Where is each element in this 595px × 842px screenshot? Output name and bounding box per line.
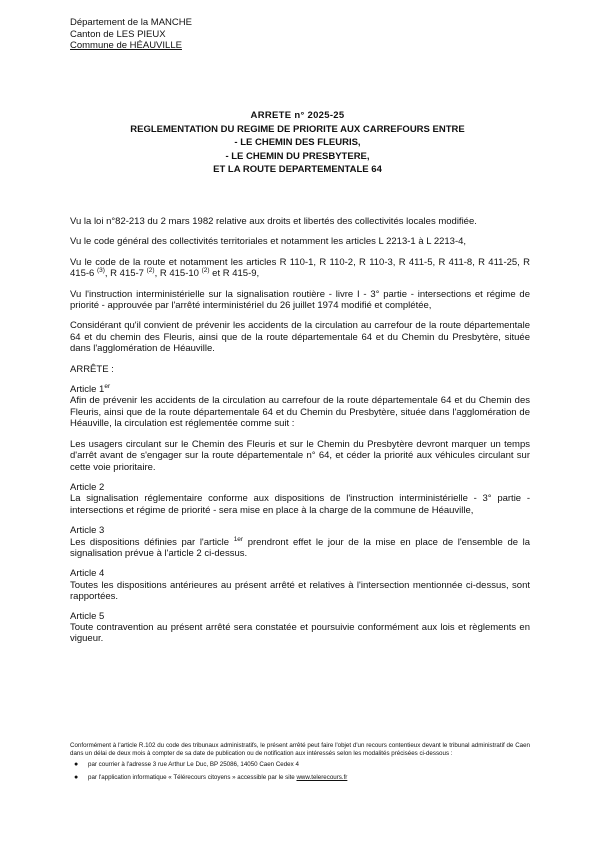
list-item	[74, 761, 530, 769]
considerant: Considérant qu'il convient de prévenir les accidents de la circulation au carrefour de la route départementale 64 et du chemin des Fleuris, ainsi que de la route départementale 64 et du Chemin du Presbytère, située dans l'agglomération de Héauville.	[70, 320, 530, 355]
telerecours-link[interactable]: www.telerecours.fr	[296, 774, 348, 781]
article-5-title: Article 5	[70, 610, 105, 622]
visa-code-route-text: , R 415-7	[104, 268, 147, 280]
article-1-title	[70, 384, 530, 395]
title-line-5: ET LA ROUTE DEPARTEMENTALE 64	[213, 164, 382, 175]
title-line-4: - LE CHEMIN DU PRESBYTERE,	[225, 150, 370, 162]
visa-instruction: Vu l'instruction interministérielle sur la signalisation routière - livre I - 3° partie - intersections et régime de priorité - approuvée par l'arrêté interministériel du 26 juillet 1974 modifié et complétée,	[70, 288, 530, 312]
visa-code-route-text: , R 415-10	[154, 268, 202, 280]
visa-loi: Vu la loi n°82-213 du 2 mars 1982 relative aux droits et libertés des collectivités locales modifiée.	[70, 216, 477, 227]
bullet-icon: ●	[74, 774, 79, 781]
article-3-sup: 1er	[233, 535, 244, 543]
article-4-text: Toutes les dispositions antérieures au présent arrêté et relatives à l'intersection mentionnée ci-dessus, sont rapportées.	[70, 579, 530, 603]
footnote-ref: (3)	[96, 267, 105, 275]
article-2-title: Article 2	[70, 481, 105, 493]
visa-code-route-text: Vu le code de la route et notamment les articles R 110-1, R 110-2, R 110-3, R 411-5, R 411-8, R 411-25, R 415-6	[70, 256, 530, 280]
article-3-title: Article 3	[70, 525, 105, 537]
arrete-heading: ARRÊTE :	[70, 363, 114, 375]
visa-code-route	[70, 257, 530, 280]
document-title	[0, 109, 595, 177]
appeal-notice-text: Conformément à l'article R.102 du code des tribunaux administratifs, le présent arrêté peut faire l'objet d'un recours contentieux devant le tribunal administratif de Caen dans un délai de deux mois à compter de sa date de publication ou de notification aux intéressés selon les modalités précisées ci-dessous :	[70, 742, 530, 757]
footnote-ref: (2)	[146, 267, 155, 275]
document-body	[70, 216, 530, 645]
appeal-method-mail: par courrier à l'adresse 3 rue Arthur Le Duc, BP 25086, 14050 Caen Cedex 4	[88, 761, 299, 768]
article-1-paragraph-2: Les usagers circulant sur le Chemin des Fleuris et sur le Chemin du Presbytère devront marquer un temps d'arrêt avant de s'engager sur la route départementale n° 64, et céder la priorité aux véhicules circulant sur cette voie prioritaire.	[70, 438, 530, 473]
article-1-paragraph-1: Afin de prévenir les accidents de la circulation au carrefour de la route départementale 64 et du Chemin des Fleuris, ainsi que de la route départementale 64 et du Chemin du Presbytère, située dans l'agglomération de Héauville, la circulation est réglementée comme suit :	[70, 395, 530, 430]
article-4-title: Article 4	[70, 568, 105, 580]
article-1-sup: er	[104, 382, 111, 390]
visa-cgct: Vu le code général des collectivités territoriales et notamment les articles L 2213-1 à L 2213-4,	[70, 236, 467, 248]
department-line: Département de la MANCHE	[70, 17, 192, 28]
visa-code-route-text: et R 415-9,	[209, 268, 260, 280]
appeal-notice	[70, 742, 530, 787]
list-item	[74, 774, 530, 782]
document-header	[70, 17, 192, 52]
appeal-methods-list	[70, 761, 530, 782]
arrete-number: ARRETE n° 2025-25	[250, 110, 345, 121]
article-3-text	[70, 537, 530, 560]
bullet-icon: ●	[74, 761, 79, 768]
article-1-label: Article 1	[70, 384, 105, 396]
title-line-2: REGLEMENTATION DU REGIME DE PRIORITE AUX CARREFOURS ENTRE	[130, 123, 465, 135]
article-3-text-a: Les dispositions définies par l'article	[70, 536, 234, 548]
title-line-3: - LE CHEMIN DES FLEURIS,	[234, 137, 361, 148]
article-2-text: La signalisation réglementaire conforme aux dispositions de l'instruction interministérielle - 3° partie - intersections et régime de priorité - sera mise en place à la charge de la commune de Héauville,	[70, 493, 530, 516]
article-3-text-b: prendront effet le jour de la mise en place de l'ensemble de la signalisation prévue à l'article 2 ci-dessus.	[70, 536, 530, 559]
commune-line: Commune de HÉAUVILLE	[70, 40, 182, 52]
footnote-ref: (2)	[201, 267, 210, 275]
canton-line: Canton de LES PIEUX	[70, 28, 166, 40]
article-5-text: Toute contravention au présent arrêté sera constatée et poursuivie conformément aux lois et règlements en vigueur.	[70, 621, 530, 645]
appeal-method-online: par l'application informatique « Télérecours citoyens » accessible par le site	[88, 774, 297, 781]
